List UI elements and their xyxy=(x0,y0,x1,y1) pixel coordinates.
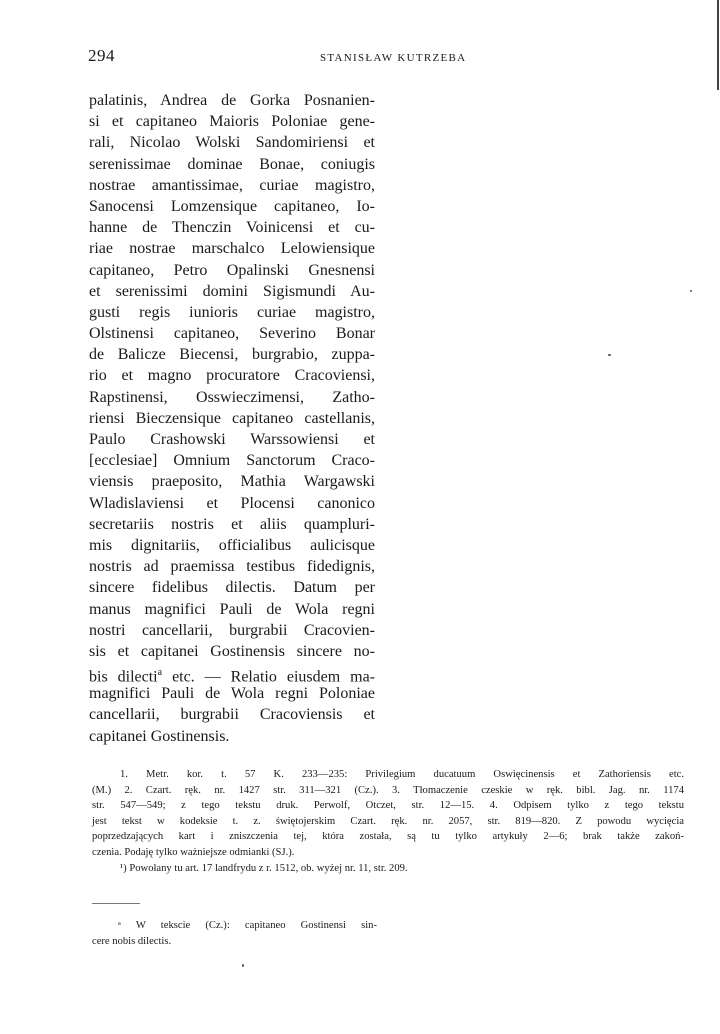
body-line: sis et capitanei Gostinensis sincere no- xyxy=(89,642,375,660)
footnote-line: czenia. Podaję tylko ważniejsze odmianki (SJ.). xyxy=(92,846,295,858)
footnote-reference-note: ¹) Powołany tu art. 17 landfrydu z r. 1512, ob. wyżej nr. 11, str. 209. xyxy=(120,862,408,874)
body-line: si et capitaneo Maioris Poloniae gene- xyxy=(89,113,375,131)
body-line: riae nostrae marschalco Lelowiensique xyxy=(89,240,375,258)
body-line: capitaneo, Petro Opalinski Gnesnensi xyxy=(89,261,375,279)
running-head: STANISŁAW KUTRZEBA xyxy=(320,52,467,64)
body-line-start: bis dilecti xyxy=(89,668,158,686)
scan-speck xyxy=(242,964,244,967)
footnote-line: str. 547—549; z tego tekstu druk. Perwolf, Otczet, str. 12—15. 4. Odpisem tylko z tego tekstu xyxy=(92,800,684,812)
variant-footnote-line: ᵃ W tekscie (Cz.): capitaneo Gostinensi sin- xyxy=(118,920,377,931)
body-line: capitanei Gostinensis. xyxy=(89,727,230,745)
source-footnotes xyxy=(92,767,684,876)
body-line: Rapstinensi, Osswieczimensi, Zatho- xyxy=(89,388,375,406)
scan-edge-mark xyxy=(717,0,719,90)
body-line-with-footnote-mark xyxy=(89,662,376,686)
body-line: rali, Nicolao Wolski Sandomiriensi et xyxy=(89,134,375,152)
body-line: riensi Bieczensique capitaneo castellanis, xyxy=(89,409,375,427)
body-line: manus magnifici Pauli de Wola regni xyxy=(89,600,375,618)
body-line: nostrae amantissimae, curiae magistro, xyxy=(89,176,375,194)
body-line: Wladislaviensi et Plocensi canonico xyxy=(89,494,375,512)
body-line: serenissimae dominae Bonae, coniugis xyxy=(89,155,375,173)
body-line: sincere fidelibus dilectis. Datum per xyxy=(89,579,375,597)
body-line: Olstinensi capitaneo, Severino Bonar xyxy=(89,325,375,343)
footnote-divider xyxy=(92,903,140,904)
body-line: hanne de Thenczin Voinicensi et cu- xyxy=(89,219,375,237)
body-line: de Balicze Biecensi, burgrabio, zuppa- xyxy=(89,346,375,364)
body-line: [ecclesiae] Omnium Sanctorum Craco- xyxy=(89,452,375,470)
body-line: Paulo Crashowski Warssowiensi et xyxy=(89,431,375,448)
body-line: Sanocensi Lomzensique capitaneo, Io- xyxy=(89,197,375,215)
body-line: nostri cancellarii, burgrabii Cracovien- xyxy=(89,621,375,639)
footnote-line: (M.) 2. Czart. ręk. nr. 1427 str. 311—321 (Cz.). 3. Tłomaczenie czeskie w ręk. bibl. Jag. nr. 1174 xyxy=(92,784,684,796)
body-line: et serenissimi domini Sigismundi Au- xyxy=(89,282,375,300)
body-line: cancellarii, burgrabii Cracoviensis et xyxy=(89,706,375,724)
body-line: palatinis, Andrea de Gorka Posnanien- xyxy=(89,92,375,109)
body-line: rio et magno procuratore Cracoviensi, xyxy=(89,367,375,385)
footnote-line: poprzedzających kart i zniszczenia tej, która została, są tu tylko artykuły 2—6; brak także zakoń- xyxy=(92,831,684,843)
scan-speck xyxy=(608,354,611,356)
page-number: 294 xyxy=(88,46,115,65)
body-text xyxy=(89,90,375,747)
body-line: nostris ad praemissa testibus fidedignis, xyxy=(89,558,375,576)
body-line: mis dignitariis, officialibus aulicisque xyxy=(89,536,375,554)
variant-footnote-line: cere nobis dilectis. xyxy=(92,936,172,947)
page-header xyxy=(88,46,682,70)
variant-footnote-marker: a xyxy=(157,667,163,679)
footnote-line: 1. Metr. kor. t. 57 K. 233—235: Privilegium ducatuum Oswięcinensis et Zathoriensis etc. xyxy=(120,769,684,780)
body-line: secretariis nostris et aliis quampluri- xyxy=(89,515,375,533)
body-line: gusti regis iunioris curiae magistro, xyxy=(89,303,375,321)
body-line-end: etc. — Relatio eiusdem ma- xyxy=(162,668,376,686)
body-line: viensis praeposito, Mathia Wargawski xyxy=(89,473,375,491)
footnote-line: jest tekst w kodeksie t. z. świętojerskim Czart. ręk. nr. 2057, str. 819—820. Z powodu wycięcia xyxy=(92,815,684,827)
body-line: magnifici Pauli de Wola regni Poloniae xyxy=(89,685,375,703)
scan-speck xyxy=(690,290,692,292)
variant-footnote xyxy=(92,918,377,950)
